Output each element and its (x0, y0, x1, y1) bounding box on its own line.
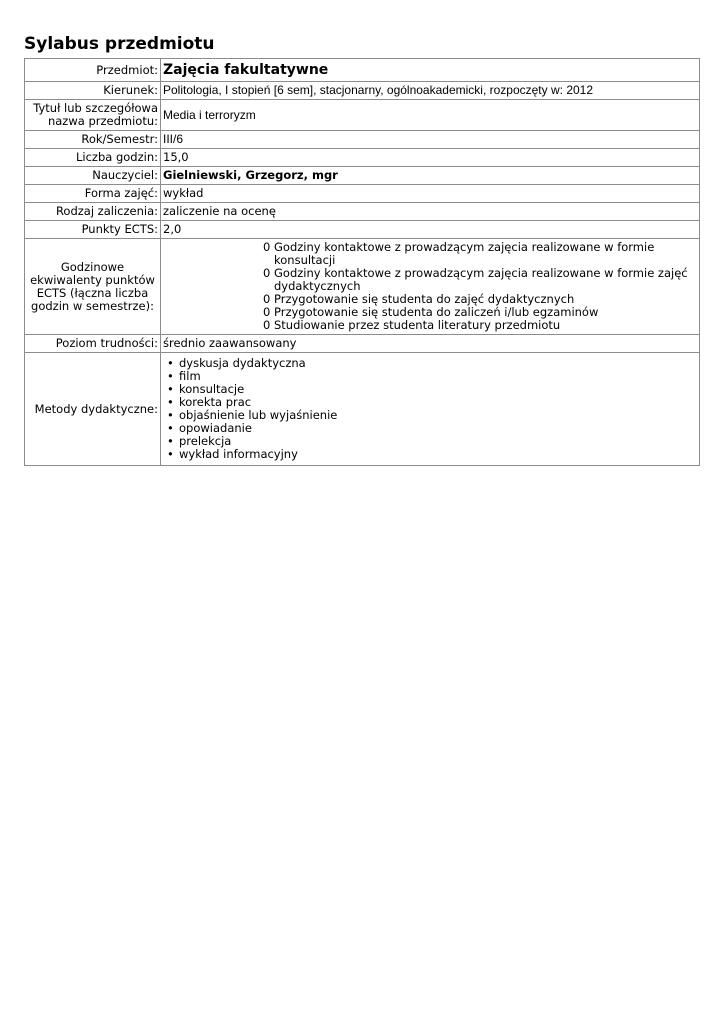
label-tytul: Tytuł lub szczegółowa nazwa przedmiotu: (25, 100, 161, 131)
row-metody (25, 353, 700, 466)
row-kierunek (25, 82, 700, 100)
hours-count: 0 (263, 318, 271, 332)
list-item (263, 319, 697, 332)
method-label: wykład informacyjny (179, 447, 298, 461)
hours-count: 0 (263, 240, 271, 254)
value-tytul: Media i terroryzm (161, 100, 700, 131)
teacher-name: Gielniewski, Grzegorz, mgr (163, 168, 338, 182)
label-punkty-ects: Punkty ECTS: (25, 221, 161, 239)
list-item (167, 357, 697, 370)
row-rodzaj-zaliczenia (25, 203, 700, 221)
hours-description: Przygotowanie się studenta do zaliczeń i/lub egzaminów (274, 305, 599, 319)
list-item (167, 448, 697, 461)
bullet-icon: • (167, 434, 174, 448)
list-item (263, 241, 697, 267)
syllabus-table (24, 58, 700, 466)
method-label: konsultacje (179, 382, 245, 396)
ects-hours-list (163, 241, 697, 332)
hours-description: Studiowanie przez studenta literatury przedmiotu (274, 318, 561, 332)
hours-description: Przygotowanie się studenta do zajęć dydaktycznych (274, 292, 575, 306)
bullet-icon: • (167, 408, 174, 422)
bullet-icon: • (167, 421, 174, 435)
row-poziom-trudnosci (25, 335, 700, 353)
value-metody (161, 353, 700, 466)
value-kierunek: Politologia, I stopień [6 sem], stacjonarny, ogólnoakademicki, rozpoczęty w: 2012 (161, 82, 700, 100)
method-label: opowiadanie (179, 421, 252, 435)
hours-description: Godziny kontaktowe z prowadzącym zajęcia realizowane w formie konsultacji (274, 240, 655, 267)
subject-name: Zajęcia fakultatywne (163, 62, 329, 78)
row-tytul (25, 100, 700, 131)
value-przedmiot (161, 59, 700, 82)
row-przedmiot (25, 59, 700, 82)
list-item (167, 370, 697, 383)
bullet-icon: • (167, 369, 174, 383)
label-liczba-godzin: Liczba godzin: (25, 149, 161, 167)
row-forma-zajec (25, 185, 700, 203)
hours-count: 0 (263, 266, 271, 280)
method-label: korekta prac (179, 395, 252, 409)
label-godzinowe: Godzinowe ekwiwalenty punktów ECTS (łączna liczba godzin w semestrze): (25, 239, 161, 335)
list-item (263, 267, 697, 293)
label-rok-semestr: Rok/Semestr: (25, 131, 161, 149)
label-rodzaj-zaliczenia: Rodzaj zaliczenia: (25, 203, 161, 221)
label-metody: Metody dydaktyczne: (25, 353, 161, 466)
value-rodzaj-zaliczenia: zaliczenie na ocenę (161, 203, 700, 221)
value-nauczyciel (161, 167, 700, 185)
label-kierunek: Kierunek: (25, 82, 161, 100)
page-title: Sylabus przedmiotu (24, 34, 215, 54)
method-label: prelekcja (179, 434, 232, 448)
method-label: objaśnienie lub wyjaśnienie (179, 408, 338, 422)
methods-list (163, 355, 697, 463)
label-nauczyciel: Nauczyciel: (25, 167, 161, 185)
label-przedmiot: Przedmiot: (25, 59, 161, 82)
bullet-icon: • (167, 447, 174, 461)
label-forma-zajec: Forma zajęć: (25, 185, 161, 203)
bullet-icon: • (167, 356, 174, 370)
hours-count: 0 (263, 305, 271, 319)
row-liczba-godzin (25, 149, 700, 167)
method-label: dyskusja dydaktyczna (179, 356, 306, 370)
value-liczba-godzin: 15,0 (161, 149, 700, 167)
hours-description: Godziny kontaktowe z prowadzącym zajęcia realizowane w formie zajęć dydaktycznych (274, 266, 688, 293)
bullet-icon: • (167, 395, 174, 409)
value-godzinowe (161, 239, 700, 335)
list-item (167, 422, 697, 435)
row-punkty-ects (25, 221, 700, 239)
bullet-icon: • (167, 382, 174, 396)
label-poziom-trudnosci: Poziom trudności: (25, 335, 161, 353)
hours-count: 0 (263, 292, 271, 306)
row-rok-semestr (25, 131, 700, 149)
row-nauczyciel (25, 167, 700, 185)
value-rok-semestr: III/6 (161, 131, 700, 149)
value-forma-zajec: wykład (161, 185, 700, 203)
row-godzinowe (25, 239, 700, 335)
method-label: film (179, 369, 201, 383)
value-punkty-ects: 2,0 (161, 221, 700, 239)
value-poziom-trudnosci: średnio zaawansowany (161, 335, 700, 353)
